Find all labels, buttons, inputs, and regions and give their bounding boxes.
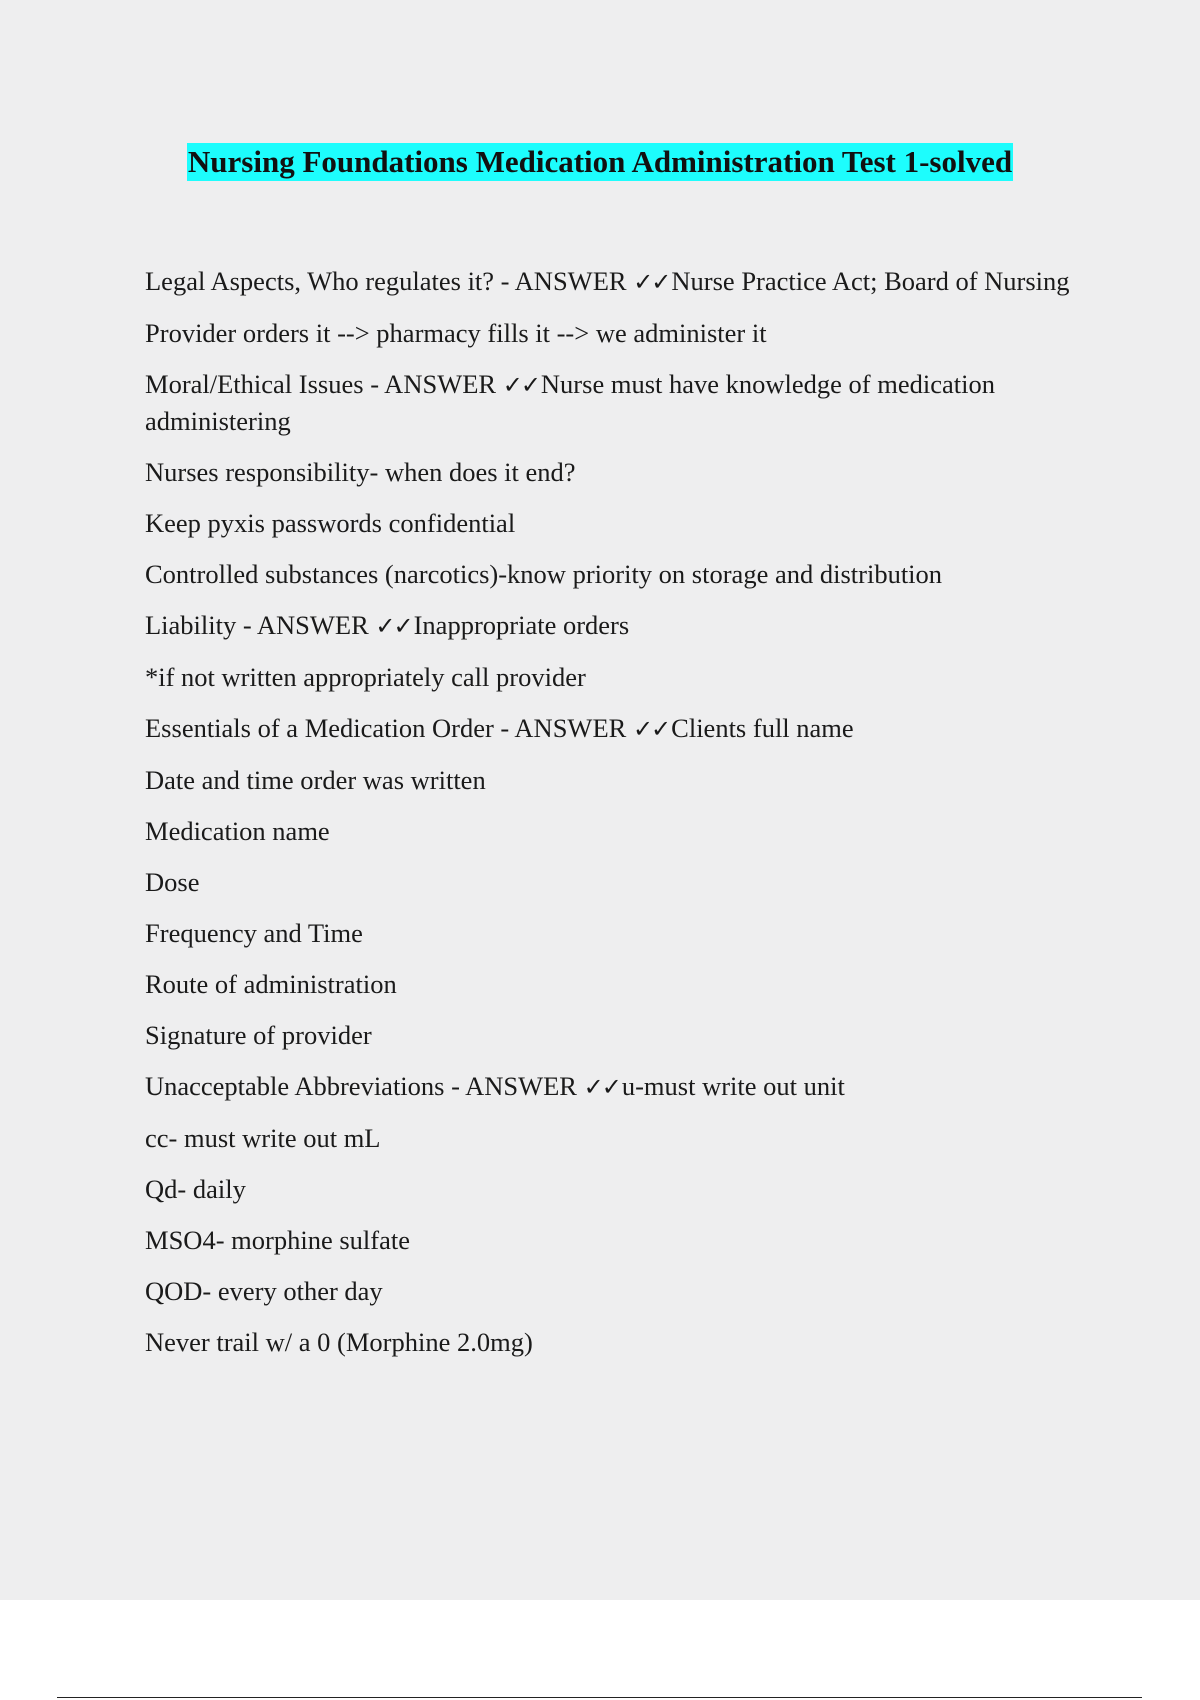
text-line: [145, 454, 1085, 490]
double-check-icon: ✓✓: [583, 1073, 620, 1101]
line-text: cc- must write out mL: [145, 1123, 381, 1153]
text-line: [145, 813, 1085, 849]
question-text: Moral/Ethical Issues - ANSWER: [145, 369, 503, 399]
document-title: Nursing Foundations Medication Administration Test 1-solved: [187, 144, 1013, 179]
line-text: Dose: [145, 867, 200, 897]
double-check-icon: ✓✓: [375, 612, 412, 640]
line-text: Never trail w/ a 0 (Morphine 2.0mg): [145, 1327, 533, 1357]
line-text: Frequency and Time: [145, 918, 363, 948]
answer-text: Inappropriate orders: [413, 610, 630, 640]
line-text: Route of administration: [145, 969, 397, 999]
line-text: Medication name: [145, 816, 330, 846]
qa-item: [145, 366, 1085, 439]
qa-item: [145, 1068, 1085, 1105]
text-line: [145, 659, 1085, 695]
qa-item: [145, 263, 1085, 300]
text-line: [145, 762, 1085, 798]
line-text: Controlled substances (narcotics)-know priority on storage and distribution: [145, 559, 943, 589]
question-text: Liability - ANSWER: [145, 610, 376, 640]
document-body: [145, 263, 1085, 1375]
question-text: Legal Aspects, Who regulates it? - ANSWER: [145, 266, 634, 296]
question-text: Unacceptable Abbreviations - ANSWER: [145, 1071, 584, 1101]
text-line: [145, 1017, 1085, 1053]
line-text: Qd- daily: [145, 1174, 246, 1204]
text-line: [145, 1324, 1085, 1360]
text-line: [145, 864, 1085, 900]
line-text: MSO4- morphine sulfate: [145, 1225, 410, 1255]
line-text: Nurses responsibility- when does it end?: [145, 457, 576, 487]
line-text: Provider orders it --> pharmacy fills it --> we administer it: [145, 318, 767, 348]
line-text: QOD- every other day: [145, 1276, 383, 1306]
text-line: [145, 505, 1085, 541]
text-line: [145, 1171, 1085, 1207]
answer-text: Clients full name: [671, 713, 854, 743]
text-line: [145, 315, 1085, 351]
text-line: [145, 1273, 1085, 1309]
answer-text: Nurse Practice Act; Board of Nursing: [671, 266, 1070, 296]
text-line: [145, 1222, 1085, 1258]
double-check-icon: ✓✓: [632, 715, 670, 743]
line-text: Keep pyxis passwords confidential: [145, 508, 516, 538]
answer-text: Nurse must have knowledge of medication administering: [145, 369, 995, 436]
title-container: [0, 143, 1200, 181]
qa-item: [145, 607, 1085, 644]
text-line: [145, 915, 1085, 951]
double-check-icon: ✓✓: [633, 268, 670, 296]
line-text: Signature of provider: [145, 1020, 372, 1050]
text-line: [145, 556, 1085, 592]
qa-item: [145, 710, 1085, 747]
footer-divider: [57, 1697, 1142, 1698]
line-text: Date and time order was written: [145, 765, 486, 795]
answer-text: u-must write out unit: [621, 1071, 845, 1101]
question-text: Essentials of a Medication Order - ANSWER: [145, 713, 633, 743]
double-check-icon: ✓✓: [502, 371, 539, 399]
text-line: [145, 966, 1085, 1002]
text-line: [145, 1120, 1085, 1156]
line-text: *if not written appropriately call provider: [145, 662, 586, 692]
